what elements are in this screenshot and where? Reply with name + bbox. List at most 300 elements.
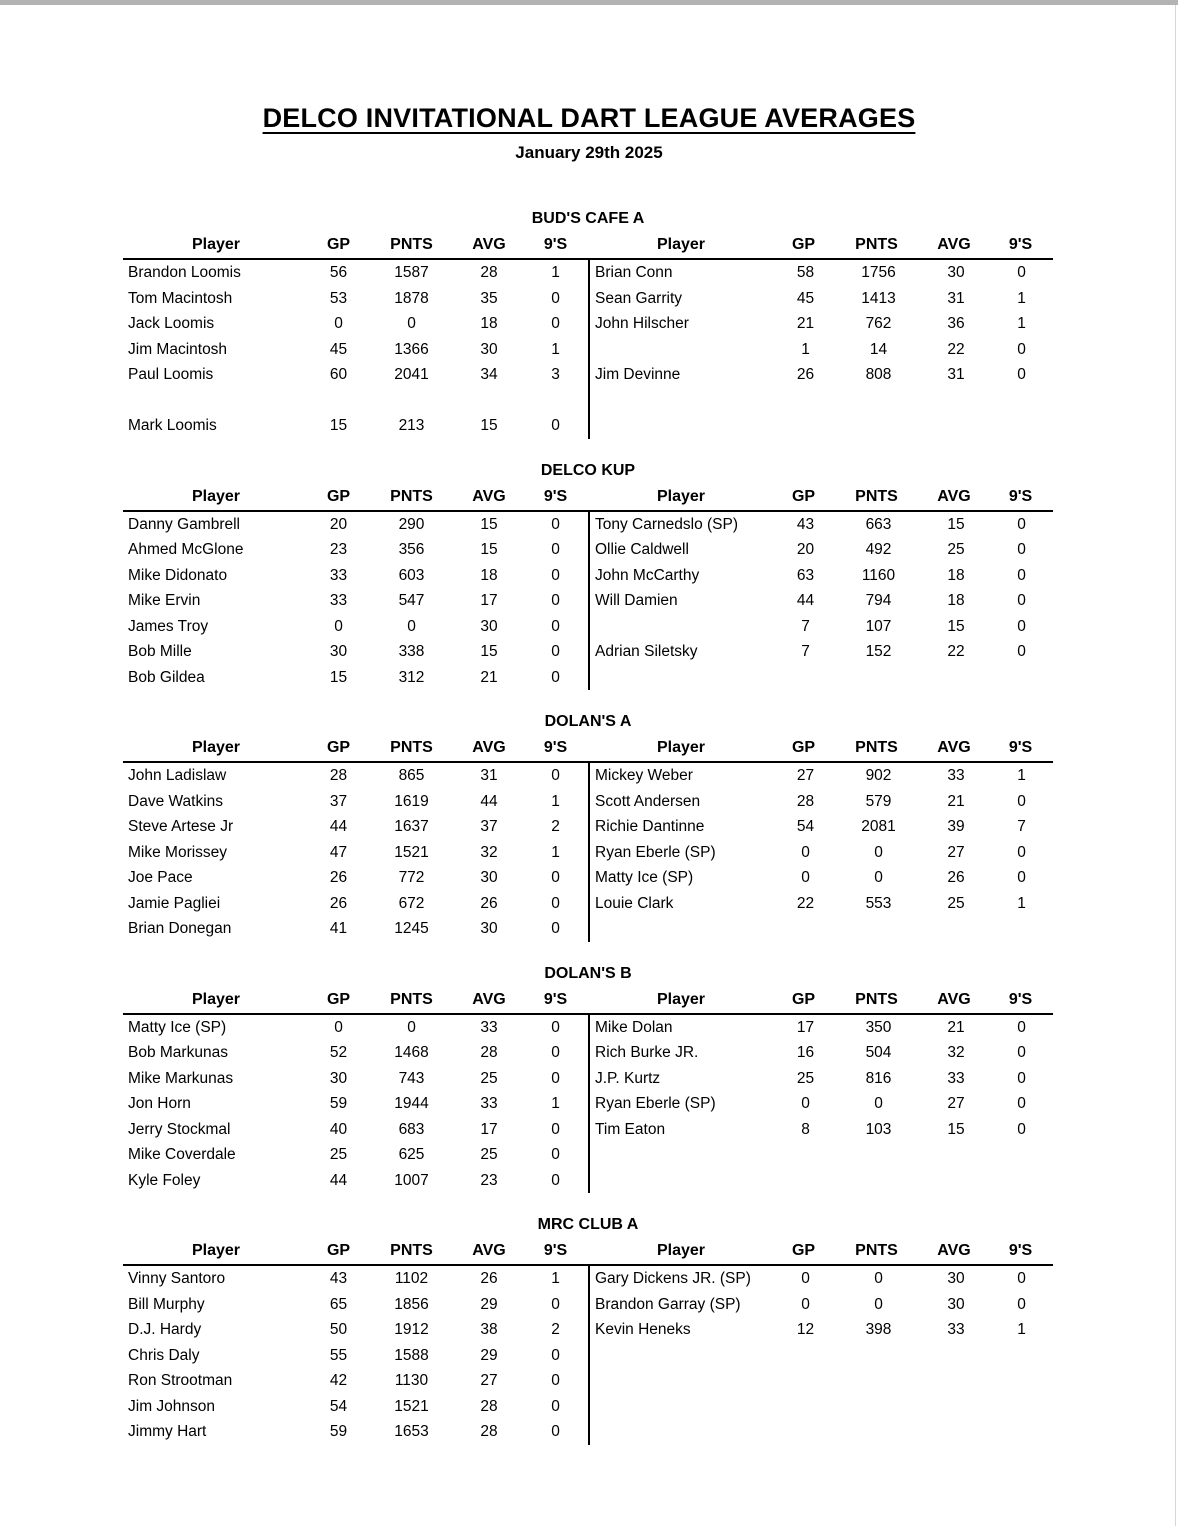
column-header-nines: 9'S	[543, 739, 568, 756]
pnts-value: 152	[865, 643, 892, 660]
table-row	[590, 260, 1053, 286]
column-header-gp: GP	[326, 1242, 351, 1259]
column-header-gp: GP	[791, 487, 816, 505]
avg-value: 33	[480, 1018, 498, 1036]
avg-value: 29	[480, 1346, 498, 1364]
column-header-nines: 9'S	[1008, 990, 1033, 1008]
player-name	[590, 1343, 776, 1369]
avg-value: 32	[947, 1044, 965, 1061]
gp-value: 30	[329, 643, 348, 660]
gp-value: 59	[329, 1095, 348, 1112]
table-row	[123, 563, 588, 589]
player-name: James Troy	[128, 617, 209, 635]
player-name: Mike Morissey	[128, 843, 228, 861]
avg-value: 30	[480, 617, 498, 635]
nines-value: 0	[551, 1397, 560, 1415]
pnts-value: 1944	[394, 1095, 429, 1112]
gp-value: 37	[329, 792, 348, 810]
players-table-left	[123, 985, 588, 1194]
table-row	[123, 1368, 588, 1394]
table-row	[123, 814, 588, 840]
table-row	[590, 639, 1053, 665]
page-right-edge	[1175, 5, 1176, 1526]
table-row	[123, 639, 588, 665]
column-header-avg: AVG	[472, 1242, 506, 1259]
nines-value: 1	[551, 264, 560, 281]
column-header-pnts: PNTS	[855, 739, 898, 756]
table-body	[588, 260, 1053, 439]
player-name: Ron Strootman	[128, 1372, 233, 1389]
gp-value	[776, 1142, 835, 1168]
nines-value	[990, 1168, 1053, 1194]
pnts-value	[368, 388, 455, 414]
avg-value: 28	[480, 1044, 498, 1061]
avg-value: 37	[480, 818, 498, 835]
pnts-value	[835, 388, 922, 414]
nines-value: 1	[551, 843, 560, 861]
player-name: Brian Donegan	[128, 920, 232, 937]
nines-value: 7	[1017, 818, 1026, 835]
table-body	[123, 1015, 588, 1194]
gp-value: 0	[801, 1295, 810, 1313]
nines-value: 0	[1017, 1095, 1026, 1112]
table-header-row	[588, 482, 1053, 512]
pnts-value: 1245	[394, 920, 429, 937]
avg-value: 17	[480, 1120, 498, 1138]
avg-value: 30	[480, 869, 498, 886]
nines-value: 0	[551, 1146, 560, 1163]
player-name: Brandon Garray (SP)	[595, 1295, 741, 1313]
avg-value	[922, 388, 990, 414]
table-header-row	[123, 230, 588, 260]
gp-value	[776, 665, 835, 691]
avg-value: 26	[480, 1270, 498, 1287]
table-body	[123, 1266, 588, 1445]
avg-value: 35	[480, 289, 498, 307]
nines-value: 0	[1017, 1270, 1026, 1287]
nines-value: 1	[1017, 767, 1026, 784]
nines-value	[990, 1343, 1053, 1369]
nines-value: 1	[551, 1270, 560, 1287]
gp-value: 1	[801, 340, 810, 358]
gp-value: 42	[329, 1372, 348, 1389]
gp-value: 0	[801, 843, 810, 861]
player-name	[590, 413, 776, 439]
avg-value: 18	[947, 592, 965, 609]
gp-value: 21	[796, 315, 815, 332]
pnts-value: 683	[398, 1120, 425, 1138]
table-row	[123, 1317, 588, 1343]
players-table-right	[588, 482, 1053, 691]
section-tables	[123, 230, 1053, 439]
table-row	[123, 1266, 588, 1292]
avg-value	[922, 413, 990, 439]
avg-value: 29	[480, 1295, 498, 1313]
nines-value: 1	[551, 340, 560, 358]
table-header-row	[123, 1236, 588, 1266]
section-tables	[123, 733, 1053, 942]
column-header-nines: 9'S	[1008, 739, 1033, 756]
column-header-player: Player	[191, 990, 241, 1008]
table-row	[123, 840, 588, 866]
table-row	[590, 1292, 1053, 1318]
column-header-pnts: PNTS	[390, 487, 433, 505]
table-row	[590, 840, 1053, 866]
avg-value: 25	[480, 1146, 498, 1163]
pnts-value: 625	[398, 1146, 425, 1163]
nines-value: 0	[551, 894, 560, 912]
avg-value	[922, 665, 990, 691]
pnts-value: 2041	[394, 366, 429, 383]
table-row	[590, 789, 1053, 815]
pnts-value	[835, 665, 922, 691]
sections-container	[0, 207, 1178, 1445]
player-name	[590, 614, 776, 640]
gp-value: 17	[796, 1018, 815, 1036]
column-header-player: Player	[656, 1242, 706, 1259]
pnts-value: 902	[865, 767, 892, 784]
column-header-pnts: PNTS	[390, 1242, 433, 1259]
nines-value	[990, 413, 1053, 439]
gp-value: 16	[796, 1044, 815, 1061]
table-row	[590, 563, 1053, 589]
section-title: DOLAN'S B	[544, 964, 632, 982]
column-header-avg: AVG	[472, 739, 506, 756]
column-header-pnts: PNTS	[855, 236, 898, 253]
nines-value	[990, 388, 1053, 414]
table-body	[588, 1015, 1053, 1194]
table-row	[590, 537, 1053, 563]
nines-value: 0	[551, 1346, 560, 1364]
column-header-nines: 9'S	[1008, 487, 1033, 505]
nines-value: 1	[1017, 894, 1026, 912]
player-name	[590, 1368, 776, 1394]
nines-value: 0	[551, 1018, 560, 1036]
gp-value: 47	[329, 843, 348, 861]
table-body	[123, 260, 588, 439]
gp-value: 0	[801, 1095, 810, 1112]
player-name: Ryan Eberle (SP)	[595, 1095, 716, 1112]
column-header-player: Player	[191, 1242, 241, 1259]
pnts-value: 816	[865, 1069, 892, 1087]
table-row	[590, 614, 1053, 640]
nines-value: 0	[1017, 643, 1026, 660]
gp-value: 12	[796, 1321, 815, 1338]
player-name: Joe Pace	[128, 869, 193, 886]
nines-value: 0	[551, 1171, 560, 1189]
avg-value: 22	[947, 340, 965, 358]
gp-value: 45	[329, 340, 348, 358]
table-row	[590, 1368, 1053, 1394]
avg-value	[922, 1394, 990, 1420]
column-header-pnts: PNTS	[390, 739, 433, 756]
avg-value: 33	[947, 767, 965, 784]
table-header-row	[588, 230, 1053, 260]
nines-value: 0	[551, 592, 560, 609]
players-table-left	[123, 482, 588, 691]
column-header-player: Player	[656, 990, 706, 1008]
gp-value: 28	[796, 792, 815, 810]
table-row	[123, 362, 588, 388]
player-name	[590, 337, 776, 363]
players-table-right	[588, 1236, 1053, 1445]
avg-value: 22	[947, 643, 965, 660]
avg-value: 31	[480, 767, 498, 784]
column-header-avg: AVG	[937, 1242, 971, 1259]
player-name: John Ladislaw	[128, 767, 227, 784]
section-title: DELCO KUP	[540, 461, 636, 479]
pnts-value: 1413	[861, 289, 896, 307]
player-name: Chris Daly	[128, 1346, 200, 1364]
gp-value: 15	[329, 417, 348, 434]
player-name: Dave Watkins	[128, 792, 224, 810]
nines-value: 0	[1017, 340, 1026, 358]
table-body	[588, 763, 1053, 942]
player-name: Louie Clark	[595, 894, 674, 912]
column-header-gp: GP	[326, 236, 351, 253]
table-row	[590, 1040, 1053, 1066]
players-table-right	[588, 985, 1053, 1194]
player-name: Bob Gildea	[128, 668, 205, 686]
pnts-value	[835, 413, 922, 439]
section-title: DOLAN'S A	[544, 713, 632, 730]
table-row	[123, 891, 588, 917]
avg-value	[922, 1168, 990, 1194]
player-name: Mickey Weber	[595, 767, 693, 784]
pnts-value: 0	[874, 869, 883, 886]
section-title: BUD'S CAFE A	[531, 210, 645, 227]
pnts-value: 663	[865, 515, 892, 533]
nines-value: 1	[1017, 315, 1026, 332]
pnts-value: 103	[865, 1120, 892, 1138]
table-row	[590, 1117, 1053, 1143]
player-name: Brian Conn	[595, 264, 673, 281]
player-name: Mike Didonato	[128, 566, 228, 584]
player-name: Rich Burke JR.	[595, 1044, 699, 1061]
table-row	[590, 286, 1053, 312]
nines-value: 3	[551, 366, 560, 383]
gp-value: 0	[801, 1270, 810, 1287]
player-name: Jack Loomis	[128, 315, 215, 332]
table-header-row	[588, 1236, 1053, 1266]
pnts-value: 1587	[394, 264, 429, 281]
avg-value: 33	[947, 1321, 965, 1338]
pnts-value: 0	[874, 1295, 883, 1313]
player-name: Jim Devinne	[595, 366, 681, 383]
player-name: Steve Artese Jr	[128, 818, 234, 835]
table-row	[590, 1343, 1053, 1369]
player-name: John Hilscher	[595, 315, 689, 332]
gp-value: 63	[796, 566, 815, 584]
table-row	[123, 1091, 588, 1117]
column-header-avg: AVG	[937, 236, 971, 253]
gp-value	[776, 1419, 835, 1445]
gp-value: 50	[329, 1321, 348, 1338]
column-header-nines: 9'S	[543, 1242, 568, 1259]
pnts-value: 213	[398, 417, 425, 434]
nines-value	[990, 1368, 1053, 1394]
gp-value: 43	[796, 515, 815, 533]
nines-value: 0	[1017, 515, 1026, 533]
column-header-avg: AVG	[472, 990, 506, 1008]
gp-value: 26	[796, 366, 815, 383]
gp-value: 54	[796, 818, 815, 835]
nines-value: 1	[1017, 1321, 1026, 1338]
player-name: Vinny Santoro	[128, 1270, 226, 1287]
pnts-value	[835, 916, 922, 942]
player-name: Bob Mille	[128, 643, 192, 660]
column-header-avg: AVG	[472, 487, 506, 505]
nines-value: 0	[551, 1295, 560, 1313]
avg-value: 30	[480, 340, 498, 358]
column-header-gp: GP	[791, 990, 816, 1008]
avg-value: 18	[947, 566, 965, 584]
pnts-value: 1637	[394, 818, 429, 835]
avg-value: 30	[947, 1270, 965, 1287]
table-row	[590, 891, 1053, 917]
nines-value: 1	[551, 792, 560, 810]
table-row	[123, 512, 588, 538]
column-header-pnts: PNTS	[390, 236, 433, 253]
table-row	[590, 814, 1053, 840]
player-name	[590, 665, 776, 691]
player-name: D.J. Hardy	[128, 1321, 202, 1338]
player-name	[590, 388, 776, 414]
table-row	[590, 1066, 1053, 1092]
column-header-player: Player	[191, 739, 241, 756]
column-header-nines: 9'S	[543, 487, 568, 505]
player-name: Brandon Loomis	[128, 264, 241, 281]
column-header-gp: GP	[791, 236, 816, 253]
nines-value	[990, 1394, 1053, 1420]
avg-value: 31	[947, 289, 965, 307]
gp-value: 22	[796, 894, 815, 912]
gp-value	[776, 388, 835, 414]
pnts-value: 14	[869, 340, 888, 358]
player-name: Jim Macintosh	[128, 340, 228, 358]
pnts-value: 743	[398, 1069, 425, 1087]
column-header-player: Player	[656, 236, 706, 253]
nines-value: 1	[1017, 289, 1026, 307]
pnts-value: 350	[865, 1018, 892, 1036]
pnts-value: 1878	[394, 289, 429, 307]
player-name: Mike Markunas	[128, 1069, 234, 1087]
player-name: Tom Macintosh	[128, 289, 233, 307]
gp-value: 20	[329, 515, 348, 533]
nines-value	[990, 665, 1053, 691]
table-row	[590, 362, 1053, 388]
avg-value: 18	[480, 315, 498, 332]
player-name: Kyle Foley	[128, 1171, 201, 1189]
gp-value: 44	[329, 818, 348, 835]
gp-value: 8	[801, 1120, 810, 1138]
avg-value: 33	[480, 1095, 498, 1112]
gp-value: 0	[334, 617, 343, 635]
avg-value: 28	[480, 1423, 498, 1440]
gp-value: 27	[796, 767, 815, 784]
team-section	[123, 962, 1053, 1194]
table-row	[123, 311, 588, 337]
pnts-value: 547	[398, 592, 425, 609]
nines-value: 0	[1017, 843, 1026, 861]
table-row	[123, 286, 588, 312]
nines-value	[990, 916, 1053, 942]
pnts-value: 1130	[394, 1372, 429, 1389]
avg-value: 25	[480, 1069, 498, 1087]
table-row	[123, 1419, 588, 1445]
table-row	[123, 1066, 588, 1092]
column-header-nines: 9'S	[1008, 1242, 1033, 1259]
table-row	[123, 1168, 588, 1194]
nines-value	[990, 1142, 1053, 1168]
avg-value: 25	[947, 541, 965, 558]
pnts-value: 808	[865, 366, 892, 383]
nines-value: 0	[1017, 1295, 1026, 1313]
pnts-value: 0	[407, 617, 416, 635]
avg-value: 31	[947, 366, 965, 383]
table-row	[590, 665, 1053, 691]
nines-value: 0	[551, 869, 560, 886]
pnts-value: 603	[398, 566, 425, 584]
column-header-player: Player	[191, 236, 241, 253]
gp-value: 20	[796, 541, 815, 558]
player-name	[590, 1419, 776, 1445]
player-name: Mike Ervin	[128, 592, 201, 609]
section-tables	[123, 1236, 1053, 1445]
column-header-avg: AVG	[937, 739, 971, 756]
table-row	[590, 512, 1053, 538]
pnts-value: 579	[865, 792, 892, 810]
players-table-right	[588, 230, 1053, 439]
nines-value	[990, 1419, 1053, 1445]
player-name: Richie Dantinne	[595, 818, 705, 835]
column-header-pnts: PNTS	[390, 990, 433, 1008]
nines-value: 0	[551, 668, 560, 686]
column-header-avg: AVG	[937, 990, 971, 1008]
nines-value: 1	[551, 1095, 560, 1112]
avg-value: 21	[480, 668, 498, 686]
table-body	[588, 512, 1053, 691]
table-row	[590, 763, 1053, 789]
pnts-value: 398	[865, 1321, 892, 1338]
pnts-value	[835, 1368, 922, 1394]
nines-value: 0	[1017, 617, 1026, 635]
team-section	[123, 459, 1053, 691]
gp-value: 58	[796, 264, 815, 281]
table-row	[123, 614, 588, 640]
player-name: Jerry Stockmal	[128, 1120, 231, 1138]
pnts-value: 1588	[394, 1346, 429, 1364]
avg-value: 36	[947, 315, 965, 332]
pnts-value: 0	[407, 315, 416, 332]
table-row	[123, 337, 588, 363]
pnts-value: 107	[865, 617, 892, 635]
section-title: MRC CLUB A	[537, 1216, 639, 1233]
gp-value: 33	[329, 592, 348, 609]
nines-value: 0	[551, 1423, 560, 1440]
avg-value: 27	[480, 1372, 498, 1389]
table-row	[123, 1142, 588, 1168]
nines-value: 0	[551, 1069, 560, 1087]
table-body	[123, 512, 588, 691]
nines-value	[523, 388, 588, 414]
player-name: Danny Gambrell	[128, 515, 240, 533]
column-header-player: Player	[191, 487, 241, 505]
pnts-value: 762	[865, 315, 892, 332]
nines-value: 0	[551, 617, 560, 635]
players-table-right	[588, 733, 1053, 942]
pnts-value: 492	[865, 541, 892, 558]
